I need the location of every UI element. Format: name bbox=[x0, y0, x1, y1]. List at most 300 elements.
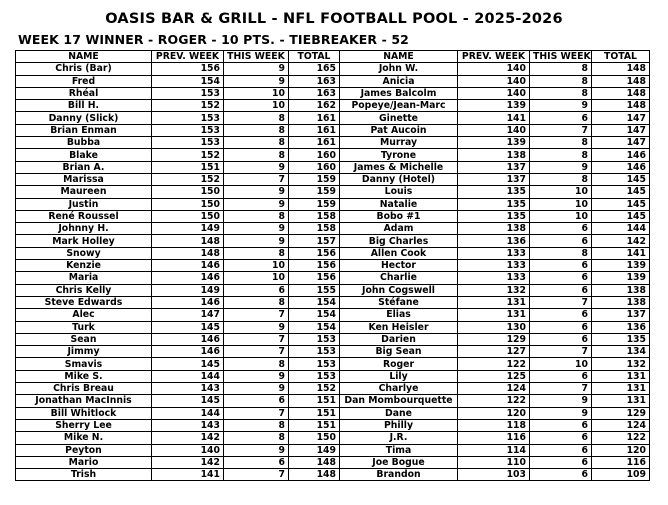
left-total-cell: 163 bbox=[289, 87, 340, 99]
col-header-prev-week-left: PREV. WEEK bbox=[152, 51, 224, 63]
right-this-week-cell: 6 bbox=[530, 469, 592, 481]
left-total-cell: 152 bbox=[289, 383, 340, 395]
left-this-week-cell: 8 bbox=[224, 419, 289, 431]
right-prev-week-cell: 132 bbox=[458, 284, 530, 296]
right-total-cell: 109 bbox=[592, 469, 650, 481]
right-prev-week-cell: 133 bbox=[458, 247, 530, 259]
table-row bbox=[16, 432, 650, 444]
left-total-cell: 150 bbox=[289, 432, 340, 444]
right-player-name-cell: Tyrone bbox=[340, 149, 458, 161]
table-row bbox=[16, 469, 650, 481]
right-prev-week-cell: 138 bbox=[458, 149, 530, 161]
right-total-cell: 132 bbox=[592, 358, 650, 370]
right-total-cell: 142 bbox=[592, 235, 650, 247]
right-this-week-cell: 8 bbox=[530, 75, 592, 87]
left-player-name-cell: Maria bbox=[16, 272, 152, 284]
left-player-name-cell: Peyton bbox=[16, 444, 152, 456]
left-this-week-cell: 10 bbox=[224, 260, 289, 272]
left-prev-week-cell: 144 bbox=[152, 370, 224, 382]
col-header-prev-week-right: PREV. WEEK bbox=[458, 51, 530, 63]
left-prev-week-cell: 153 bbox=[152, 112, 224, 124]
table-row bbox=[16, 272, 650, 284]
table-row bbox=[16, 284, 650, 296]
left-player-name-cell: Steve Edwards bbox=[16, 296, 152, 308]
left-this-week-cell: 10 bbox=[224, 100, 289, 112]
right-prev-week-cell: 138 bbox=[458, 223, 530, 235]
col-header-total-left: TOTAL bbox=[289, 51, 340, 63]
left-prev-week-cell: 143 bbox=[152, 419, 224, 431]
right-prev-week-cell: 139 bbox=[458, 137, 530, 149]
right-this-week-cell: 6 bbox=[530, 260, 592, 272]
right-total-cell: 145 bbox=[592, 173, 650, 185]
left-prev-week-cell: 154 bbox=[152, 75, 224, 87]
left-total-cell: 155 bbox=[289, 284, 340, 296]
right-this-week-cell: 7 bbox=[530, 383, 592, 395]
left-player-name-cell: Johnny H. bbox=[16, 223, 152, 235]
right-prev-week-cell: 127 bbox=[458, 346, 530, 358]
table-row bbox=[16, 137, 650, 149]
right-prev-week-cell: 140 bbox=[458, 63, 530, 75]
left-total-cell: 154 bbox=[289, 321, 340, 333]
right-total-cell: 131 bbox=[592, 395, 650, 407]
right-total-cell: 146 bbox=[592, 149, 650, 161]
right-prev-week-cell: 141 bbox=[458, 112, 530, 124]
page-title: OASIS BAR & GRILL - NFL FOOTBALL POOL - 2025-2026 bbox=[105, 11, 563, 27]
right-this-week-cell: 6 bbox=[530, 272, 592, 284]
left-this-week-cell: 9 bbox=[224, 321, 289, 333]
left-this-week-cell: 8 bbox=[224, 296, 289, 308]
table-row bbox=[16, 456, 650, 468]
right-prev-week-cell: 124 bbox=[458, 383, 530, 395]
left-total-cell: 162 bbox=[289, 100, 340, 112]
right-prev-week-cell: 136 bbox=[458, 235, 530, 247]
right-this-week-cell: 7 bbox=[530, 346, 592, 358]
right-this-week-cell: 6 bbox=[530, 235, 592, 247]
right-prev-week-cell: 137 bbox=[458, 161, 530, 173]
left-prev-week-cell: 149 bbox=[152, 284, 224, 296]
right-this-week-cell: 6 bbox=[530, 370, 592, 382]
table-row bbox=[16, 346, 650, 358]
right-total-cell: 147 bbox=[592, 124, 650, 136]
left-total-cell: 153 bbox=[289, 358, 340, 370]
col-header-this-week-right: THIS WEEK bbox=[530, 51, 592, 63]
left-total-cell: 163 bbox=[289, 75, 340, 87]
right-this-week-cell: 10 bbox=[530, 186, 592, 198]
left-prev-week-cell: 145 bbox=[152, 358, 224, 370]
left-this-week-cell: 10 bbox=[224, 272, 289, 284]
right-prev-week-cell: 120 bbox=[458, 407, 530, 419]
table-row bbox=[16, 333, 650, 345]
right-player-name-cell: Louis bbox=[340, 186, 458, 198]
right-player-name-cell: John W. bbox=[340, 63, 458, 75]
right-prev-week-cell: 137 bbox=[458, 173, 530, 185]
table-row bbox=[16, 63, 650, 75]
left-total-cell: 159 bbox=[289, 186, 340, 198]
left-player-name-cell: Snowy bbox=[16, 247, 152, 259]
left-total-cell: 161 bbox=[289, 124, 340, 136]
left-player-name-cell: Mario bbox=[16, 456, 152, 468]
right-player-name-cell: Charlye bbox=[340, 383, 458, 395]
left-player-name-cell: Chris (Bar) bbox=[16, 63, 152, 75]
left-this-week-cell: 9 bbox=[224, 444, 289, 456]
right-this-week-cell: 6 bbox=[530, 333, 592, 345]
right-prev-week-cell: 129 bbox=[458, 333, 530, 345]
left-prev-week-cell: 150 bbox=[152, 186, 224, 198]
right-total-cell: 141 bbox=[592, 247, 650, 259]
right-total-cell: 148 bbox=[592, 87, 650, 99]
table-row bbox=[16, 309, 650, 321]
table-row bbox=[16, 87, 650, 99]
table-row bbox=[16, 124, 650, 136]
right-total-cell: 147 bbox=[592, 112, 650, 124]
left-this-week-cell: 9 bbox=[224, 63, 289, 75]
left-this-week-cell: 9 bbox=[224, 161, 289, 173]
right-prev-week-cell: 125 bbox=[458, 370, 530, 382]
left-player-name-cell: Bubba bbox=[16, 137, 152, 149]
left-this-week-cell: 6 bbox=[224, 284, 289, 296]
left-total-cell: 153 bbox=[289, 370, 340, 382]
left-this-week-cell: 7 bbox=[224, 333, 289, 345]
right-this-week-cell: 6 bbox=[530, 444, 592, 456]
right-player-name-cell: Murray bbox=[340, 137, 458, 149]
right-prev-week-cell: 103 bbox=[458, 469, 530, 481]
right-total-cell: 145 bbox=[592, 210, 650, 222]
left-total-cell: 151 bbox=[289, 395, 340, 407]
left-this-week-cell: 9 bbox=[224, 370, 289, 382]
right-player-name-cell: Elias bbox=[340, 309, 458, 321]
left-total-cell: 156 bbox=[289, 247, 340, 259]
right-prev-week-cell: 122 bbox=[458, 358, 530, 370]
week-winner-subtitle: WEEK 17 WINNER - ROGER - 10 PTS. - TIEBREAKER - 52 bbox=[18, 32, 409, 47]
right-prev-week-cell: 122 bbox=[458, 395, 530, 407]
left-player-name-cell: Turk bbox=[16, 321, 152, 333]
left-this-week-cell: 7 bbox=[224, 346, 289, 358]
col-header-name-right: NAME bbox=[340, 51, 458, 63]
left-total-cell: 161 bbox=[289, 137, 340, 149]
left-total-cell: 156 bbox=[289, 260, 340, 272]
left-total-cell: 161 bbox=[289, 112, 340, 124]
right-player-name-cell: Adam bbox=[340, 223, 458, 235]
right-total-cell: 145 bbox=[592, 186, 650, 198]
right-this-week-cell: 8 bbox=[530, 137, 592, 149]
left-player-name-cell: Maureen bbox=[16, 186, 152, 198]
table-row bbox=[16, 100, 650, 112]
left-player-name-cell: Bill H. bbox=[16, 100, 152, 112]
table-row bbox=[16, 161, 650, 173]
left-this-week-cell: 8 bbox=[224, 358, 289, 370]
right-prev-week-cell: 110 bbox=[458, 456, 530, 468]
right-player-name-cell: Darien bbox=[340, 333, 458, 345]
table-row bbox=[16, 112, 650, 124]
left-prev-week-cell: 144 bbox=[152, 407, 224, 419]
right-prev-week-cell: 130 bbox=[458, 321, 530, 333]
right-player-name-cell: Dane bbox=[340, 407, 458, 419]
left-player-name-cell: Mike S. bbox=[16, 370, 152, 382]
right-this-week-cell: 9 bbox=[530, 407, 592, 419]
left-total-cell: 148 bbox=[289, 469, 340, 481]
left-this-week-cell: 9 bbox=[224, 186, 289, 198]
right-prev-week-cell: 135 bbox=[458, 198, 530, 210]
left-this-week-cell: 8 bbox=[224, 210, 289, 222]
left-prev-week-cell: 142 bbox=[152, 456, 224, 468]
left-prev-week-cell: 152 bbox=[152, 173, 224, 185]
table-row bbox=[16, 444, 650, 456]
left-prev-week-cell: 152 bbox=[152, 149, 224, 161]
right-player-name-cell: Hector bbox=[340, 260, 458, 272]
left-total-cell: 158 bbox=[289, 210, 340, 222]
left-total-cell: 157 bbox=[289, 235, 340, 247]
left-total-cell: 149 bbox=[289, 444, 340, 456]
right-prev-week-cell: 135 bbox=[458, 186, 530, 198]
left-prev-week-cell: 152 bbox=[152, 100, 224, 112]
col-header-name-left: NAME bbox=[16, 51, 152, 63]
right-this-week-cell: 6 bbox=[530, 112, 592, 124]
right-player-name-cell: John Cogswell bbox=[340, 284, 458, 296]
right-this-week-cell: 6 bbox=[530, 309, 592, 321]
left-total-cell: 160 bbox=[289, 161, 340, 173]
col-header-this-week-left: THIS WEEK bbox=[224, 51, 289, 63]
right-player-name-cell: Brandon bbox=[340, 469, 458, 481]
right-total-cell: 124 bbox=[592, 419, 650, 431]
left-player-name-cell: Marissa bbox=[16, 173, 152, 185]
left-player-name-cell: Fred bbox=[16, 75, 152, 87]
table-row bbox=[16, 395, 650, 407]
right-this-week-cell: 7 bbox=[530, 296, 592, 308]
left-player-name-cell: Smavis bbox=[16, 358, 152, 370]
left-player-name-cell: Sherry Lee bbox=[16, 419, 152, 431]
right-total-cell: 145 bbox=[592, 198, 650, 210]
right-total-cell: 138 bbox=[592, 296, 650, 308]
table-row bbox=[16, 358, 650, 370]
left-this-week-cell: 9 bbox=[224, 198, 289, 210]
left-prev-week-cell: 148 bbox=[152, 247, 224, 259]
right-player-name-cell: Philly bbox=[340, 419, 458, 431]
right-this-week-cell: 9 bbox=[530, 161, 592, 173]
right-total-cell: 120 bbox=[592, 444, 650, 456]
table-row bbox=[16, 247, 650, 259]
right-player-name-cell: Allen Cook bbox=[340, 247, 458, 259]
right-total-cell: 139 bbox=[592, 272, 650, 284]
standings-body bbox=[16, 63, 650, 481]
left-prev-week-cell: 149 bbox=[152, 223, 224, 235]
left-this-week-cell: 7 bbox=[224, 469, 289, 481]
left-this-week-cell: 6 bbox=[224, 395, 289, 407]
left-prev-week-cell: 146 bbox=[152, 296, 224, 308]
left-total-cell: 153 bbox=[289, 346, 340, 358]
right-player-name-cell: Stéfane bbox=[340, 296, 458, 308]
right-prev-week-cell: 140 bbox=[458, 124, 530, 136]
left-player-name-cell: René Roussel bbox=[16, 210, 152, 222]
right-total-cell: 134 bbox=[592, 346, 650, 358]
right-prev-week-cell: 116 bbox=[458, 432, 530, 444]
left-total-cell: 153 bbox=[289, 333, 340, 345]
left-prev-week-cell: 141 bbox=[152, 469, 224, 481]
right-player-name-cell: Popeye/Jean-Marc bbox=[340, 100, 458, 112]
left-player-name-cell: Blake bbox=[16, 149, 152, 161]
left-this-week-cell: 8 bbox=[224, 149, 289, 161]
left-this-week-cell: 9 bbox=[224, 383, 289, 395]
right-player-name-cell: Ken Heisler bbox=[340, 321, 458, 333]
right-total-cell: 144 bbox=[592, 223, 650, 235]
left-total-cell: 158 bbox=[289, 223, 340, 235]
right-player-name-cell: Ginette bbox=[340, 112, 458, 124]
right-this-week-cell: 10 bbox=[530, 198, 592, 210]
left-total-cell: 159 bbox=[289, 173, 340, 185]
right-player-name-cell: Anicia bbox=[340, 75, 458, 87]
left-player-name-cell: Danny (Slick) bbox=[16, 112, 152, 124]
left-prev-week-cell: 156 bbox=[152, 63, 224, 75]
table-row bbox=[16, 149, 650, 161]
left-prev-week-cell: 153 bbox=[152, 87, 224, 99]
table-row bbox=[16, 260, 650, 272]
left-prev-week-cell: 153 bbox=[152, 137, 224, 149]
right-total-cell: 146 bbox=[592, 161, 650, 173]
left-total-cell: 160 bbox=[289, 149, 340, 161]
right-this-week-cell: 8 bbox=[530, 149, 592, 161]
right-total-cell: 138 bbox=[592, 284, 650, 296]
left-player-name-cell: Bill Whitlock bbox=[16, 407, 152, 419]
header-row bbox=[16, 51, 650, 63]
right-total-cell: 148 bbox=[592, 75, 650, 87]
right-prev-week-cell: 133 bbox=[458, 272, 530, 284]
col-header-total-right: TOTAL bbox=[592, 51, 650, 63]
right-total-cell: 147 bbox=[592, 137, 650, 149]
left-player-name-cell: Justin bbox=[16, 198, 152, 210]
left-player-name-cell: Chris Breau bbox=[16, 383, 152, 395]
left-total-cell: 159 bbox=[289, 198, 340, 210]
left-prev-week-cell: 146 bbox=[152, 272, 224, 284]
left-player-name-cell: Jimmy bbox=[16, 346, 152, 358]
table-row bbox=[16, 210, 650, 222]
left-this-week-cell: 7 bbox=[224, 309, 289, 321]
right-this-week-cell: 8 bbox=[530, 173, 592, 185]
left-prev-week-cell: 150 bbox=[152, 210, 224, 222]
left-prev-week-cell: 146 bbox=[152, 346, 224, 358]
right-player-name-cell: Big Sean bbox=[340, 346, 458, 358]
left-player-name-cell: Chris Kelly bbox=[16, 284, 152, 296]
left-player-name-cell: Alec bbox=[16, 309, 152, 321]
left-prev-week-cell: 150 bbox=[152, 198, 224, 210]
right-prev-week-cell: 135 bbox=[458, 210, 530, 222]
left-prev-week-cell: 148 bbox=[152, 235, 224, 247]
left-total-cell: 165 bbox=[289, 63, 340, 75]
right-player-name-cell: Joe Bogue bbox=[340, 456, 458, 468]
right-this-week-cell: 6 bbox=[530, 456, 592, 468]
right-total-cell: 136 bbox=[592, 321, 650, 333]
right-total-cell: 148 bbox=[592, 63, 650, 75]
left-prev-week-cell: 147 bbox=[152, 309, 224, 321]
right-this-week-cell: 6 bbox=[530, 284, 592, 296]
left-prev-week-cell: 143 bbox=[152, 383, 224, 395]
left-player-name-cell: Brian A. bbox=[16, 161, 152, 173]
table-row bbox=[16, 198, 650, 210]
right-total-cell: 129 bbox=[592, 407, 650, 419]
right-prev-week-cell: 140 bbox=[458, 75, 530, 87]
right-total-cell: 148 bbox=[592, 100, 650, 112]
left-prev-week-cell: 151 bbox=[152, 161, 224, 173]
left-prev-week-cell: 146 bbox=[152, 333, 224, 345]
left-total-cell: 148 bbox=[289, 456, 340, 468]
left-player-name-cell: Mark Holley bbox=[16, 235, 152, 247]
table-row bbox=[16, 296, 650, 308]
right-player-name-cell: Dan Mombourquette bbox=[340, 395, 458, 407]
left-this-week-cell: 8 bbox=[224, 247, 289, 259]
left-this-week-cell: 8 bbox=[224, 137, 289, 149]
table-row bbox=[16, 173, 650, 185]
table-row bbox=[16, 186, 650, 198]
table-row bbox=[16, 370, 650, 382]
left-this-week-cell: 8 bbox=[224, 432, 289, 444]
left-total-cell: 154 bbox=[289, 309, 340, 321]
right-player-name-cell: Tima bbox=[340, 444, 458, 456]
right-player-name-cell: J.R. bbox=[340, 432, 458, 444]
right-this-week-cell: 6 bbox=[530, 419, 592, 431]
left-player-name-cell: Trish bbox=[16, 469, 152, 481]
left-prev-week-cell: 140 bbox=[152, 444, 224, 456]
left-player-name-cell: Jonathan MacInnis bbox=[16, 395, 152, 407]
right-player-name-cell: Big Charles bbox=[340, 235, 458, 247]
left-player-name-cell: Rhéal bbox=[16, 87, 152, 99]
right-total-cell: 116 bbox=[592, 456, 650, 468]
left-prev-week-cell: 145 bbox=[152, 395, 224, 407]
right-prev-week-cell: 139 bbox=[458, 100, 530, 112]
right-prev-week-cell: 118 bbox=[458, 419, 530, 431]
standings-table bbox=[15, 50, 650, 481]
right-prev-week-cell: 114 bbox=[458, 444, 530, 456]
table-row bbox=[16, 235, 650, 247]
right-player-name-cell: James & Michelle bbox=[340, 161, 458, 173]
left-prev-week-cell: 146 bbox=[152, 260, 224, 272]
left-this-week-cell: 7 bbox=[224, 407, 289, 419]
right-this-week-cell: 10 bbox=[530, 358, 592, 370]
left-this-week-cell: 8 bbox=[224, 112, 289, 124]
right-total-cell: 122 bbox=[592, 432, 650, 444]
table-row bbox=[16, 407, 650, 419]
right-this-week-cell: 9 bbox=[530, 100, 592, 112]
right-total-cell: 131 bbox=[592, 383, 650, 395]
right-player-name-cell: Natalie bbox=[340, 198, 458, 210]
table-row bbox=[16, 419, 650, 431]
right-player-name-cell: Lily bbox=[340, 370, 458, 382]
left-player-name-cell: Brian Enman bbox=[16, 124, 152, 136]
table-row bbox=[16, 223, 650, 235]
right-prev-week-cell: 140 bbox=[458, 87, 530, 99]
left-this-week-cell: 10 bbox=[224, 87, 289, 99]
left-prev-week-cell: 153 bbox=[152, 124, 224, 136]
left-this-week-cell: 8 bbox=[224, 124, 289, 136]
right-this-week-cell: 6 bbox=[530, 223, 592, 235]
right-player-name-cell: Danny (Hotel) bbox=[340, 173, 458, 185]
right-prev-week-cell: 131 bbox=[458, 309, 530, 321]
right-player-name-cell: Charlie bbox=[340, 272, 458, 284]
right-prev-week-cell: 131 bbox=[458, 296, 530, 308]
right-player-name-cell: Bobo #1 bbox=[340, 210, 458, 222]
right-this-week-cell: 7 bbox=[530, 124, 592, 136]
right-this-week-cell: 6 bbox=[530, 321, 592, 333]
right-this-week-cell: 8 bbox=[530, 87, 592, 99]
left-prev-week-cell: 145 bbox=[152, 321, 224, 333]
right-prev-week-cell: 133 bbox=[458, 260, 530, 272]
right-this-week-cell: 8 bbox=[530, 247, 592, 259]
left-prev-week-cell: 142 bbox=[152, 432, 224, 444]
left-this-week-cell: 7 bbox=[224, 173, 289, 185]
left-total-cell: 151 bbox=[289, 419, 340, 431]
table-row bbox=[16, 383, 650, 395]
left-this-week-cell: 9 bbox=[224, 235, 289, 247]
right-player-name-cell: James Balcolm bbox=[340, 87, 458, 99]
right-total-cell: 135 bbox=[592, 333, 650, 345]
left-total-cell: 156 bbox=[289, 272, 340, 284]
